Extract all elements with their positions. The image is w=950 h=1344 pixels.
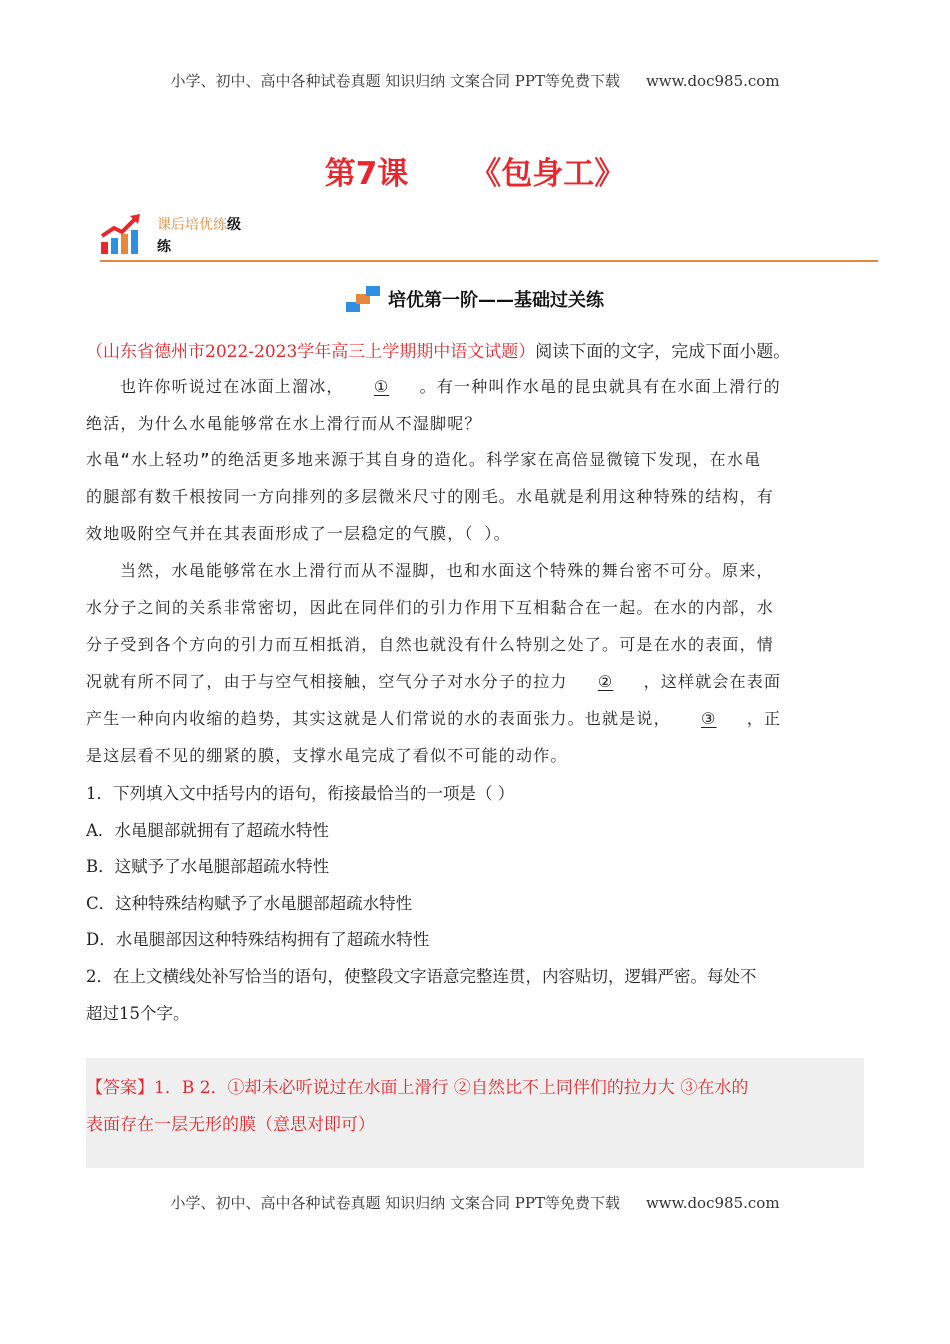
- page-header: [0, 70, 950, 91]
- question-2-line-1: 2．在上文横线处补写恰当的语句，使整段文字语意完整连贯，内容贴切，逻辑严密。每处不: [86, 967, 757, 986]
- source-instruction: 阅读下面的文字，完成下面小题。: [535, 342, 791, 362]
- banner-label-black-2: 练: [157, 239, 171, 255]
- source-line: [86, 337, 866, 362]
- passage-text: ，这样就会在表面: [643, 672, 782, 691]
- passage-text: 况就有所不同了，由于与空气相接触，空气分子对水分子的拉力: [86, 672, 568, 691]
- answer-line-1: 【答案】1．B 2．①却未必听说过在水面上滑行 ②自然比不上同伴们的拉力大 ③在水的: [86, 1078, 749, 1098]
- passage-text: 。有一种叫作水黾的昆虫就具有在水面上滑行的: [419, 377, 781, 396]
- passage-line-4: 的腿部有数千根按同一方向排列的多层微米尺寸的刚毛。水黾就是利用这种特殊的结构，有: [86, 487, 775, 506]
- banner-label-black-1: 级: [227, 217, 241, 233]
- passage-line-3: 水黾“水上轻功”的绝活更多地来源于其自身的造化。科学家在高倍显微镜下发现，在水黾: [86, 450, 762, 469]
- blank-3: ③: [701, 709, 717, 728]
- passage-text: 也许你听说过在冰面上溜冰，: [120, 377, 344, 396]
- stage-title: 培优第一阶——基础过关练: [388, 290, 604, 311]
- passage-line-9: [86, 669, 866, 692]
- passage-text: ，正: [746, 709, 782, 728]
- option-d: D．水黾腿部因这种特殊结构拥有了超疏水特性: [86, 930, 430, 949]
- passage-line-11: 是这层看不见的绷紧的膜，支撑水黾完成了看似不可能的动作。: [86, 746, 568, 765]
- passage-line-1: [120, 374, 900, 397]
- lesson-name: 《包身工》: [470, 156, 626, 192]
- option-a: A．水黾腿部就拥有了超疏水特性: [86, 821, 329, 840]
- banner-label: [157, 214, 277, 258]
- page-title: [0, 148, 950, 193]
- stage-heading: [0, 286, 950, 312]
- footer-site[interactable]: www.doc985.com: [645, 1194, 780, 1212]
- chart-growth-icon: [100, 212, 144, 256]
- option-c: C．这种特殊结构赋予了水黾腿部超疏水特性: [86, 894, 413, 913]
- header-text: 小学、初中、高中各种试卷真题 知识归纳 文案合同 PPT等免费下载: [170, 72, 620, 90]
- passage-line-2: 绝活，为什么水黾能够常在水上滑行而从不湿脚呢？: [86, 414, 482, 433]
- answer-line-2: 表面存在一层无形的膜（意思对即可）: [86, 1115, 375, 1135]
- blank-2: ②: [597, 672, 614, 691]
- passage-line-10: [86, 706, 866, 729]
- footer-text: 小学、初中、高中各种试卷真题 知识归纳 文案合同 PPT等免费下载: [170, 1194, 620, 1212]
- lesson-number: 第7课: [324, 156, 409, 192]
- question-2-line-2: 超过15个字。: [86, 1004, 190, 1023]
- passage-line-8: 分子受到各个方向的引力而互相抵消，自然也就没有什么特别之处了。可是在水的表面，情: [86, 635, 775, 654]
- question-1: 1．下列填入文中括号内的语句，衔接最恰当的一项是（ ）: [86, 784, 515, 803]
- passage-text: 产生一种向内收缩的趋势，其实这就是人们常说的水的表面张力。也就是说，: [86, 709, 671, 728]
- stairs-icon: [346, 286, 382, 312]
- blank-1: ①: [373, 377, 390, 396]
- passage-line-6: 当然，水黾能够常在水上滑行而从不湿脚，也和水面这个特殊的舞台密不可分。原来，: [120, 561, 774, 580]
- header-site[interactable]: www.doc985.com: [645, 72, 780, 90]
- page-footer: [0, 1192, 950, 1213]
- passage-line-5: 效地吸附空气并在其表面形成了一层稳定的气膜，（ ）。: [86, 524, 511, 543]
- source-tag: （山东省德州市2022-2023学年高三上学期期中语文试题）: [86, 342, 536, 362]
- option-b: B．这赋予了水黾腿部超疏水特性: [86, 857, 330, 876]
- banner-label-orange: 课后培优练: [157, 217, 227, 233]
- section-banner: [100, 208, 878, 262]
- passage-line-7: 水分子之间的关系非常密切，因此在同伴们的引力作用下互相黏合在一起。在水的内部，水: [86, 598, 775, 617]
